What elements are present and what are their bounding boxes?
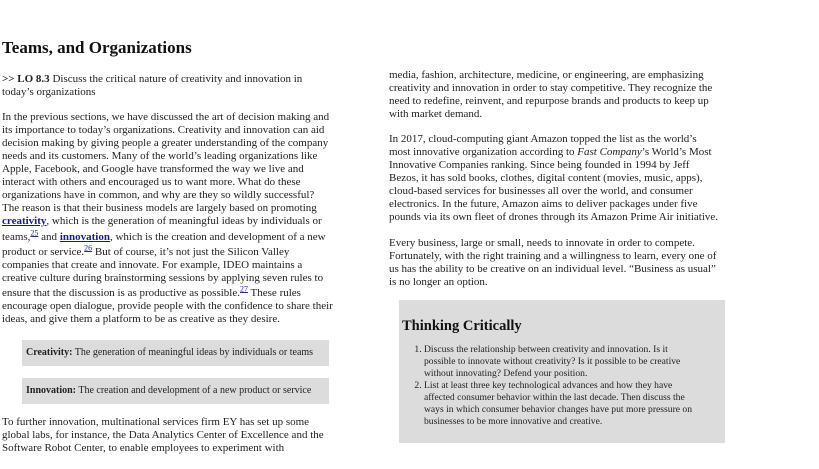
question-list bbox=[399, 344, 699, 428]
definition: The generation of meaningful ideas by individuals or teams bbox=[72, 347, 314, 358]
line: ideas, and give them a platform to be as creative as they desire. bbox=[2, 313, 280, 325]
line: media, fashion, architecture, medicine, or engineering, are emphasizing bbox=[389, 69, 704, 81]
line: with market demand. bbox=[389, 108, 483, 120]
thinking-critically-box bbox=[399, 300, 725, 443]
question-item: 2. List at least three key technological advances and how they have affected consumer behavior within the last decade. Then discuss the ways in which consumer behavior changes have put more pressure on businesses to be more innovative and creative. bbox=[424, 380, 699, 428]
line: To further innovation, multinational services firm EY has set up some bbox=[2, 416, 310, 428]
line: In 2017, cloud-computing giant Amazon topped the list as the world’s bbox=[389, 133, 697, 145]
definition-creativity bbox=[22, 340, 329, 366]
line: and bbox=[38, 231, 60, 243]
term: Creativity: bbox=[26, 347, 73, 358]
line: interact with others and encouraged us to want more. What do these bbox=[2, 176, 301, 188]
intro-paragraph bbox=[2, 111, 333, 326]
line: Innovative Companies ranking. Since being founded in 1994 by Jeff bbox=[389, 159, 690, 171]
line: Software Robot Center, to enable employees to experiment with bbox=[2, 442, 285, 454]
line: global labs, for instance, the Data Analytics Center of Excellence and the bbox=[2, 429, 324, 441]
line: These rules bbox=[248, 287, 301, 299]
definition: The creation and development of a new product or service bbox=[76, 385, 312, 396]
line: ensure that the discussion is as productive as possible. bbox=[2, 287, 240, 299]
innovation-link[interactable]: innovation bbox=[59, 231, 110, 243]
lo-tag: >> LO 8.3 bbox=[2, 73, 50, 85]
line: The reason is that their business models are largely based on promoting bbox=[2, 202, 317, 214]
lo-text: Discuss the critical nature of creativity and innovation in bbox=[49, 73, 303, 85]
line: Fortunately, with the right training and a willingness to learn, every one of bbox=[389, 250, 717, 262]
creativity-link[interactable]: creativity bbox=[2, 215, 47, 227]
line: decision making by giving people a greater understanding of the company bbox=[2, 137, 329, 149]
line: its importance to today’s organizations. Creativity and innovation can aid bbox=[2, 124, 325, 136]
line: cloud-based services for businesses all over the world, and consumer bbox=[389, 185, 693, 197]
line: Every business, large or small, needs to innovate in order to compete. bbox=[389, 237, 695, 249]
line: companies that create and innovate. For example, IDEO maintains a bbox=[2, 259, 303, 271]
line: product or service. bbox=[2, 246, 85, 258]
line: organizations have in common, and why are they so wildly successful? bbox=[2, 189, 315, 201]
definition-innovation bbox=[22, 378, 329, 404]
line: In the previous sections, we have discussed the art of decision making and bbox=[2, 111, 330, 123]
publication-name: Fast Company bbox=[577, 146, 642, 158]
lo-text: today’s organizations bbox=[2, 86, 96, 98]
line: , which is the creation and development of a new bbox=[109, 231, 326, 243]
line: creativity and innovation in order to stay competitive. They recognize the bbox=[389, 82, 713, 94]
line: electronics. In the future, Amazon aims to deliver packages under five bbox=[389, 198, 698, 210]
line: ’s World’s Most bbox=[641, 146, 712, 158]
right-paragraph-1 bbox=[389, 69, 712, 121]
line: Bezos, it has sold books, clothes, digital content (movies, music, apps), bbox=[389, 172, 703, 184]
box-title: Thinking Critically bbox=[402, 318, 522, 334]
line: is no longer an option. bbox=[389, 276, 488, 288]
line: , which is the generation of meaningful ideas by individuals or bbox=[46, 215, 322, 227]
line: But of course, it’s not just the Silicon Valley bbox=[92, 246, 290, 258]
line: most innovative organization according to bbox=[389, 146, 578, 158]
footnote-26[interactable]: 26 bbox=[84, 243, 93, 253]
line: us has the ability to be creative on an individual level. “Business as usual” bbox=[389, 263, 716, 275]
line: pounds via its own fleet of drones through its Amazon Prime Air initiative. bbox=[389, 211, 719, 223]
right-paragraph-3 bbox=[389, 237, 716, 289]
line: encourage open dialogue, provide people with the confidence to share their bbox=[2, 300, 333, 312]
question-item: 1. Discuss the relationship between creativity and innovation. Is it possible to innovate without creativity? Is it possible to be creative without innovating? Defend your position. bbox=[424, 344, 699, 380]
line: Apple, Facebook, and Google have transformed the way we live and bbox=[2, 163, 304, 175]
bottom-paragraph bbox=[2, 416, 324, 455]
line: needs and its customers. Many of the world’s leading organizations like bbox=[2, 150, 318, 162]
footnote-27[interactable]: 27 bbox=[240, 284, 248, 294]
term: Innovation: bbox=[26, 385, 77, 396]
line: need to redefine, reinvent, and repurpose brands and products to keep up bbox=[389, 95, 709, 107]
line: creative culture during brainstorming sessions by applying seven rules to bbox=[2, 272, 324, 284]
learning-objective bbox=[2, 73, 302, 99]
right-paragraph-amazon bbox=[389, 133, 718, 224]
footnote-25[interactable]: 25 bbox=[30, 228, 39, 238]
section-title: Teams, and Organizations bbox=[2, 38, 192, 57]
line: teams, bbox=[2, 231, 31, 243]
